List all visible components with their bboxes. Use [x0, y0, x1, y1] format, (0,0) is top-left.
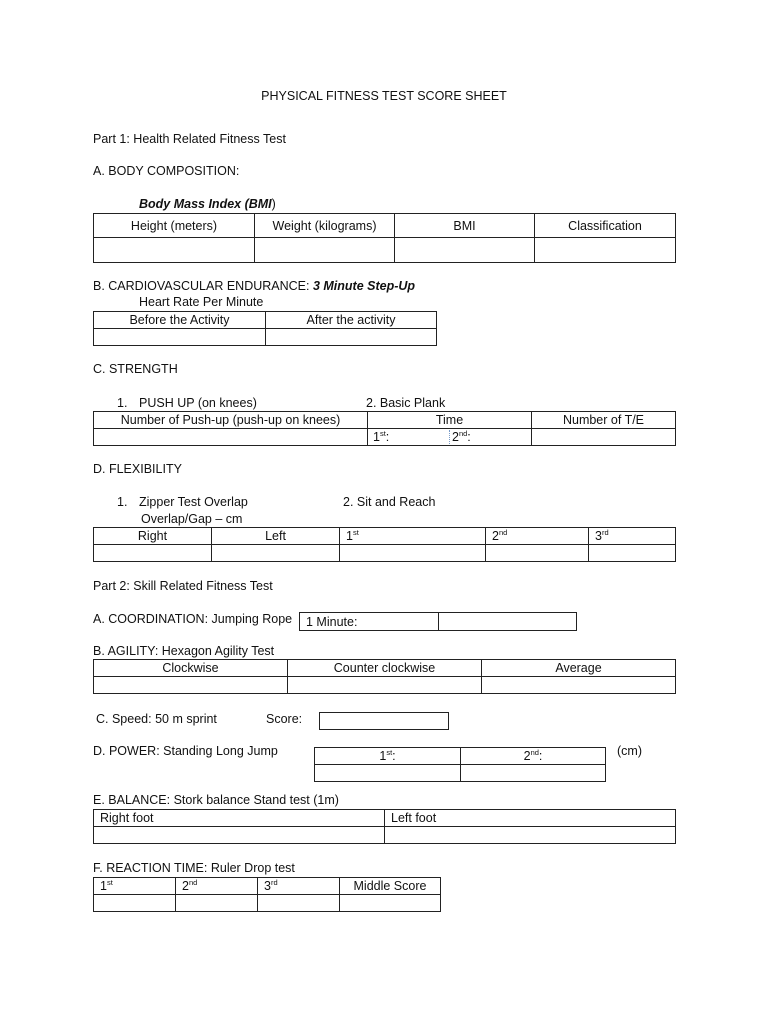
power-unit: (cm)	[617, 744, 642, 758]
strength-heading: C. STRENGTH	[93, 362, 178, 376]
flexibility-table	[93, 527, 676, 562]
flexibility-heading: D. FLEXIBILITY	[93, 462, 182, 476]
middle-score-cell[interactable]	[340, 895, 441, 912]
after-activity-cell[interactable]	[266, 329, 437, 346]
first-colon: :	[385, 430, 390, 444]
first-ordinal-sup: st	[379, 428, 386, 438]
second-ordinal: 2	[452, 430, 459, 444]
header-time: Time	[368, 412, 532, 429]
page-title: PHYSICAL FITNESS TEST SCORE SHEET	[261, 89, 507, 103]
one-minute-label-cell: 1 Minute:	[300, 613, 439, 631]
score-label: Score:	[266, 712, 303, 726]
bmi-value-cell[interactable]	[395, 238, 535, 263]
reaction-ord1-sup: st	[106, 877, 113, 887]
power-first-colon: :	[392, 749, 396, 763]
coordination-label: A. COORDINATION: Jumping Rope	[93, 612, 293, 626]
header-te: Number of T/E	[532, 412, 676, 429]
agility-table	[93, 659, 676, 694]
reaction-3rd-header	[258, 878, 340, 895]
sit-reach-3rd-cell[interactable]	[589, 545, 676, 562]
plank-time-cell[interactable]	[368, 429, 532, 446]
reaction-ord2: 2	[182, 879, 189, 893]
header-counter-clockwise: Counter clockwise	[288, 660, 482, 677]
header-left: Left	[212, 528, 340, 545]
reaction-ord2-sup: nd	[188, 877, 198, 887]
part2-heading: Part 2: Skill Related Fitness Test	[93, 579, 273, 593]
coordination-table	[299, 612, 577, 631]
clockwise-cell[interactable]	[94, 677, 288, 694]
balance-table	[93, 809, 676, 844]
reaction-2nd-cell[interactable]	[176, 895, 258, 912]
reaction-ord3: 3	[264, 879, 271, 893]
header-before-activity: Before the Activity	[94, 312, 266, 329]
header-right: Right	[94, 528, 212, 545]
reaction-table	[93, 877, 441, 912]
bmi-subtitle	[139, 197, 276, 212]
part1-heading: Part 1: Health Related Fitness Test	[93, 132, 286, 146]
header-after-activity: After the activity	[266, 312, 437, 329]
ord2-sup: nd	[498, 527, 508, 537]
reaction-1st-cell[interactable]	[94, 895, 176, 912]
power-second-cell[interactable]	[461, 765, 606, 782]
strength-item1-number: 1.	[117, 396, 128, 410]
body-composition-heading: A. BODY COMPOSITION:	[93, 164, 240, 178]
header-sit-reach-2nd	[486, 528, 589, 545]
power-second-header	[461, 748, 606, 765]
first-ordinal: 1	[373, 430, 380, 444]
agility-label: B. AGILITY: Hexagon Agility Test	[93, 644, 275, 658]
power-first-cell[interactable]	[315, 765, 461, 782]
header-weight: Weight (kilograms)	[255, 214, 395, 238]
speed-score-box[interactable]	[319, 712, 449, 730]
power-first: 1	[379, 749, 387, 763]
power-table	[314, 747, 606, 782]
power-second-sup: nd	[530, 747, 539, 757]
reaction-3rd-cell[interactable]	[258, 895, 340, 912]
weight-value-cell[interactable]	[255, 238, 395, 263]
ord3-sup: rd	[601, 527, 609, 537]
balance-label: E. BALANCE: Stork balance Stand test (1m)	[93, 793, 339, 807]
before-activity-cell[interactable]	[94, 329, 266, 346]
reaction-label: F. REACTION TIME: Ruler Drop test	[93, 861, 295, 875]
header-bmi: BMI	[395, 214, 535, 238]
header-right-foot: Right foot	[94, 810, 385, 827]
one-minute-value-cell[interactable]	[439, 613, 577, 631]
power-first-header	[315, 748, 461, 765]
plank-first-trial[interactable]	[368, 430, 450, 444]
second-colon: :	[467, 430, 471, 444]
ord1-sup: st	[352, 527, 359, 537]
flex-item1: Zipper Test Overlap	[139, 495, 248, 509]
strength-item1: PUSH UP (on knees)	[139, 396, 257, 410]
reaction-ord1: 1	[100, 879, 107, 893]
power-label: D. POWER: Standing Long Jump	[93, 744, 278, 758]
average-cell[interactable]	[482, 677, 676, 694]
power-second: 2	[523, 749, 531, 763]
cardio-test-name: 3 Minute Step-Up	[312, 279, 416, 293]
left-foot-cell[interactable]	[385, 827, 676, 844]
pushups-cell[interactable]	[94, 429, 368, 446]
header-clockwise: Clockwise	[94, 660, 288, 677]
reaction-ord3-sup: rd	[270, 877, 278, 887]
flex-item1-number: 1.	[117, 495, 128, 509]
ord1: 1	[346, 529, 353, 543]
strength-item2: 2. Basic Plank	[366, 396, 446, 410]
reaction-2nd-header	[176, 878, 258, 895]
bmi-subtitle-close: )	[271, 197, 276, 211]
middle-score-header: Middle Score	[340, 878, 441, 895]
bmi-table	[93, 213, 676, 263]
ord2: 2	[492, 529, 499, 543]
header-average: Average	[482, 660, 676, 677]
height-value-cell[interactable]	[94, 238, 255, 263]
plank-second-trial[interactable]	[450, 430, 531, 444]
reaction-1st-header	[94, 878, 176, 895]
speed-label: C. Speed: 50 m sprint	[96, 712, 217, 726]
header-sit-reach-3rd	[589, 528, 676, 545]
te-cell[interactable]	[532, 429, 676, 446]
strength-table	[93, 411, 676, 446]
sit-reach-2nd-cell[interactable]	[486, 545, 589, 562]
second-ordinal-sup: nd	[458, 428, 468, 438]
power-first-sup: st	[386, 747, 393, 757]
cardio-label: B. CARDIOVASCULAR ENDURANCE:	[93, 279, 313, 293]
zipper-right-cell[interactable]	[94, 545, 212, 562]
header-height: Height (meters)	[94, 214, 255, 238]
right-foot-cell[interactable]	[94, 827, 385, 844]
classification-value-cell[interactable]	[535, 238, 676, 263]
sit-reach-1st-cell[interactable]	[340, 545, 486, 562]
header-classification: Classification	[535, 214, 676, 238]
header-sit-reach-1st	[340, 528, 486, 545]
overlap-subtitle: Overlap/Gap – cm	[141, 512, 243, 526]
flex-item2: 2. Sit and Reach	[343, 495, 436, 509]
bmi-subtitle-bold: Body Mass Index (BMI	[139, 197, 272, 211]
header-left-foot: Left foot	[385, 810, 676, 827]
counter-clockwise-cell[interactable]	[288, 677, 482, 694]
heart-rate-subtitle: Heart Rate Per Minute	[139, 295, 264, 309]
power-second-colon: :	[538, 749, 543, 763]
cardio-heading	[93, 279, 415, 294]
header-pushups: Number of Push-up (push-up on knees)	[94, 412, 368, 429]
zipper-left-cell[interactable]	[212, 545, 340, 562]
heart-rate-table	[93, 311, 437, 346]
ord3: 3	[595, 529, 602, 543]
